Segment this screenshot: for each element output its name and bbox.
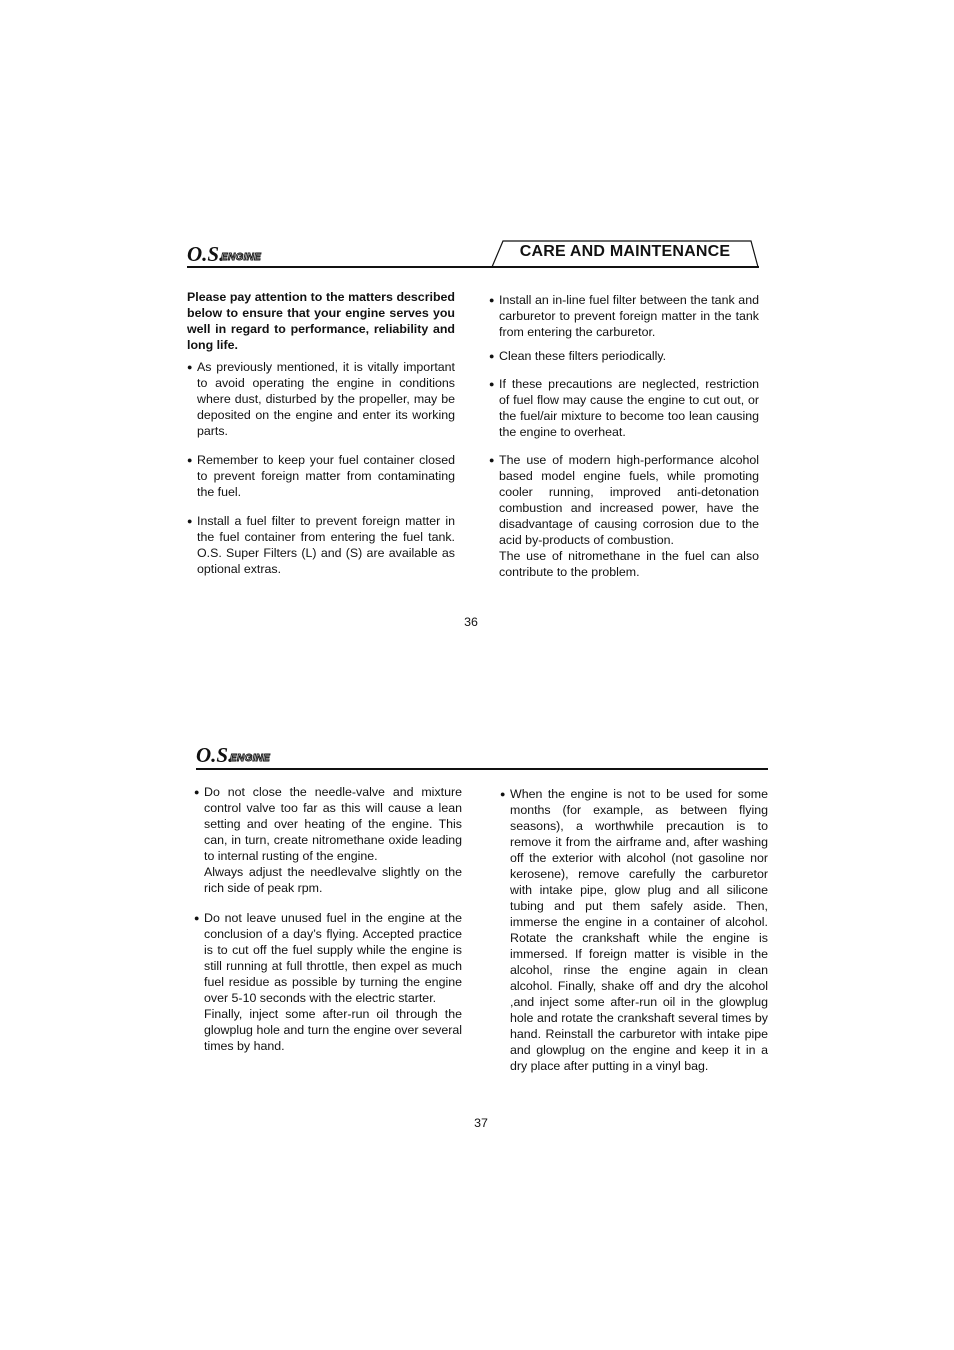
left-column <box>194 784 462 1054</box>
bullet-text: Install a fuel filter to prevent foreign matter in the fuel container from entering the fuel tank. O.S. Super Filters (L) and (S) are available as optional extras. <box>197 514 455 576</box>
bullet-text: When the engine is not to be used for some months (for example, as between flying seasons), a worthwhile precaution is to remove it from the airframe and, after washing off the exterior with alcohol (not gasoline nor kerosene), remove carefully the carburetor with intake pipe, glow plug and all silicone tubing and put them safely aside. Then, immerse the engine in a container of alcohol. Rotate the crankshaft while the engine is immersed. If foreign matter is visible in the alcohol, rinse the engine again in clean alcohol. Finally, shake off and dry the alcohol ,and inject some after-run oil in the glowplug hole and rotate the crankshaft several times by hand. Reinstall the carburetor with intake pipe and glowplug on the engine and keep it in a dry place after putting in a vinyl bag. <box>510 787 768 1073</box>
bullet-text: Install an in-line fuel filter between the tank and carburetor to prevent foreign matter in the tank from entering the carburetor. <box>499 293 759 339</box>
bullet-text: Always adjust the needlevalve slightly on the rich side of peak rpm. <box>204 865 462 895</box>
bullet-dot-icon: ● <box>489 295 495 305</box>
intro-text: Please pay attention to the matters described below to ensure that your engine serves you well in regard to performance, reliability and long life. <box>187 290 455 352</box>
logo-main-text: O.S. <box>187 243 225 265</box>
header-rule <box>196 768 768 770</box>
bullet-dot-icon: ● <box>489 379 495 389</box>
bullet-item <box>489 292 759 340</box>
bullet-item <box>187 513 455 577</box>
bullet-dot-icon: ● <box>500 789 506 799</box>
bullet-item <box>489 348 759 364</box>
bullet-item <box>187 359 455 439</box>
header-rule <box>187 266 759 268</box>
bullet-dot-icon: ● <box>187 516 193 526</box>
right-column <box>500 786 768 1074</box>
bullet-text: Finally, inject some after-run oil through the glowplug hole and turn the engine over several times by hand. <box>204 1007 462 1053</box>
bullet-text: Do not leave unused fuel in the engine at the conclusion of a day’s flying. Accepted practice is to cut off the fuel supply while the engine is still running at full throttle, then expel as much fuel residue as possible by turning the engine over 5-10 seconds with the electric starter. <box>204 911 462 1005</box>
bullet-list <box>500 786 768 1074</box>
section-title: CARE AND MAINTENANCE <box>519 243 731 260</box>
bullet-item <box>489 452 759 580</box>
bullet-dot-icon: ● <box>187 455 193 465</box>
bullet-text: The use of modern high-performance alcohol based model engine fuels, while promoting cooler running, improved anti-detonation combustion and increased power, have the disadvantage of causing corrosion due to the acid by-products of combustion. <box>499 453 759 547</box>
left-column <box>187 289 455 577</box>
bullet-item <box>187 452 455 500</box>
bullet-text: The use of nitromethane in the fuel can also contribute to the problem. <box>499 549 759 579</box>
bullet-item <box>194 910 462 1054</box>
bullet-text: Do not close the needle-valve and mixture control valve too far as this will cause a lean setting and over heating of the engine. This can, in turn, create nitromethane oxide leading to internal rusting of the engine. <box>204 785 462 863</box>
bullet-text: Remember to keep your fuel container closed to prevent foreign matter from contaminating the fuel. <box>197 453 455 499</box>
bullet-dot-icon: ● <box>187 362 193 372</box>
logo-main-text: O.S. <box>196 744 234 766</box>
page-number: 36 <box>464 615 478 629</box>
bullet-item <box>489 376 759 440</box>
bullet-list <box>194 784 462 1054</box>
bullet-list <box>187 359 455 577</box>
bullet-text: If these precautions are neglected, restriction of fuel flow may cause the engine to cut out, or the fuel/air mixture to become too lean causing the engine to overheat. <box>499 377 759 439</box>
bullet-dot-icon: ● <box>194 787 200 797</box>
logo-sub-text: ENGINE <box>230 753 271 764</box>
os-engine-logo <box>187 243 277 265</box>
os-engine-logo <box>196 744 286 766</box>
page-number: 37 <box>474 1116 488 1130</box>
right-column <box>489 292 759 580</box>
bullet-item <box>500 786 768 1074</box>
logo-sub-text: ENGINE <box>221 252 262 263</box>
bullet-text: Clean these filters periodically. <box>499 349 667 363</box>
bullet-dot-icon: ● <box>194 913 200 923</box>
bullet-item <box>194 784 462 896</box>
bullet-text: As previously mentioned, it is vitally important to avoid operating the engine in conditions where dust, disturbed by the propeller, may be deposited on the engine and enter its working parts. <box>197 360 455 438</box>
bullet-dot-icon: ● <box>489 455 495 465</box>
bullet-dot-icon: ● <box>489 351 495 361</box>
section-title-tab <box>491 240 759 266</box>
bullet-list <box>489 292 759 580</box>
